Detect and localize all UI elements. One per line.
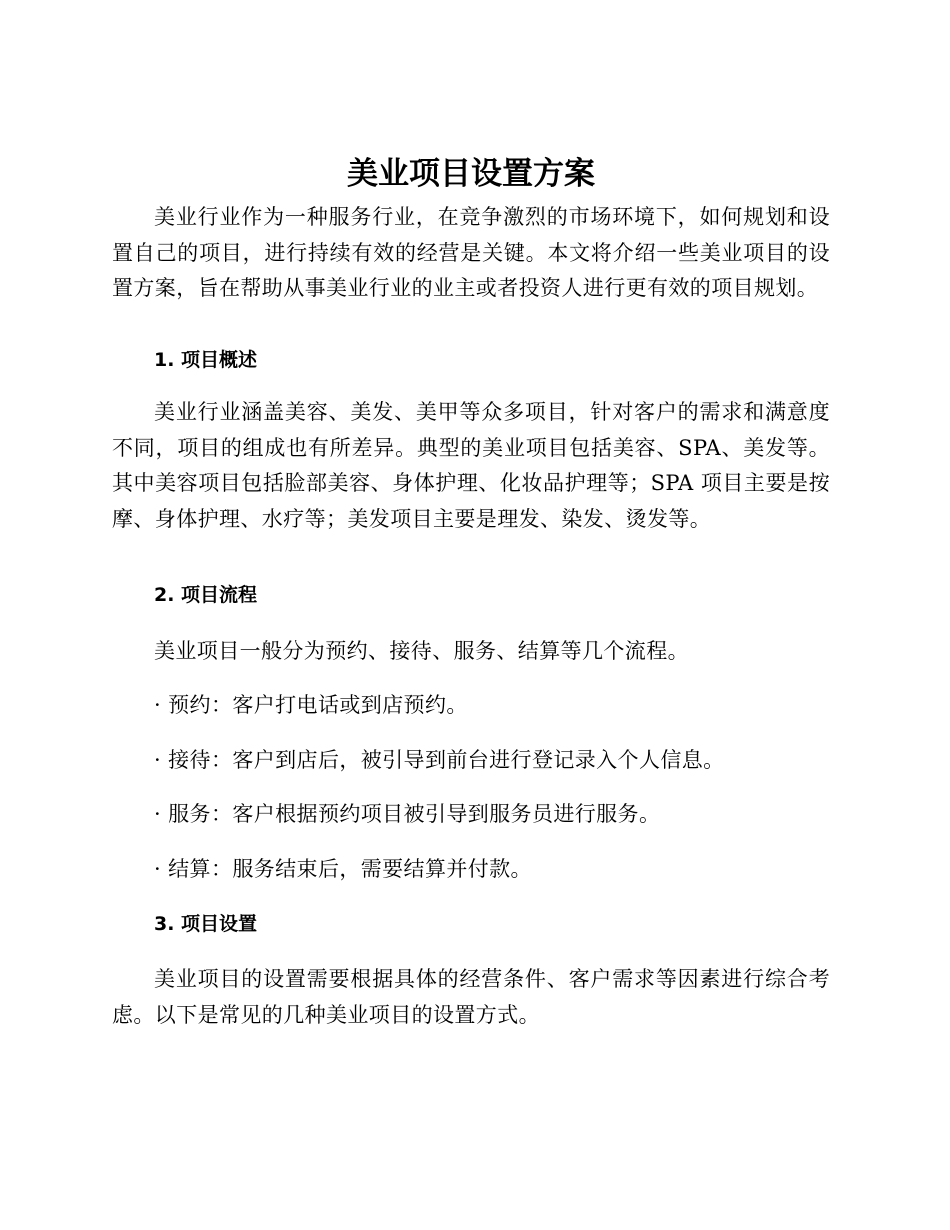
flow-bullet-reception: · 接待：客户到店后，被引导到前台进行登记录入个人信息。 [154, 748, 725, 772]
section-2-paragraph: 美业项目一般分为预约、接待、服务、结算等几个流程。 [154, 639, 689, 663]
section-3-heading: 3. 项目设置 [154, 913, 258, 935]
section-1-heading: 1. 项目概述 [154, 349, 258, 371]
flow-bullet-checkout: · 结算：服务结束后，需要结算并付款。 [154, 857, 532, 881]
intro-paragraph: 美业行业作为一种服务行业，在竞争激烈的市场环境下，如何规划和设置自己的项目，进行持续有效的经营是关键。本文将介绍一些美业项目的设置方案，旨在帮助从事美业行业的业主或者投资人进行更有效的项目规划。 [112, 205, 830, 300]
document-title: 美业项目设置方案 [347, 156, 595, 192]
section-1-paragraph: 美业行业涵盖美容、美发、美甲等众多项目，针对客户的需求和满意度不同，项目的组成也有所差异。典型的美业项目包括美容、SPA、美发等。其中美容项目包括脸部美容、身体护理、化妆品护理等；SPA 项目主要是按摩、身体护理、水疗等；美发项目主要是理发、染发、烫发等。 [112, 400, 830, 531]
flow-bullet-booking: · 预约：客户打电话或到店预约。 [154, 693, 468, 717]
section-3-paragraph: 美业项目的设置需要根据具体的经营条件、客户需求等因素进行综合考虑。以下是常见的几种美业项目的设置方式。 [112, 967, 830, 1027]
section-2-heading: 2. 项目流程 [154, 584, 258, 606]
flow-bullet-service: · 服务：客户根据预约项目被引导到服务员进行服务。 [154, 802, 661, 826]
